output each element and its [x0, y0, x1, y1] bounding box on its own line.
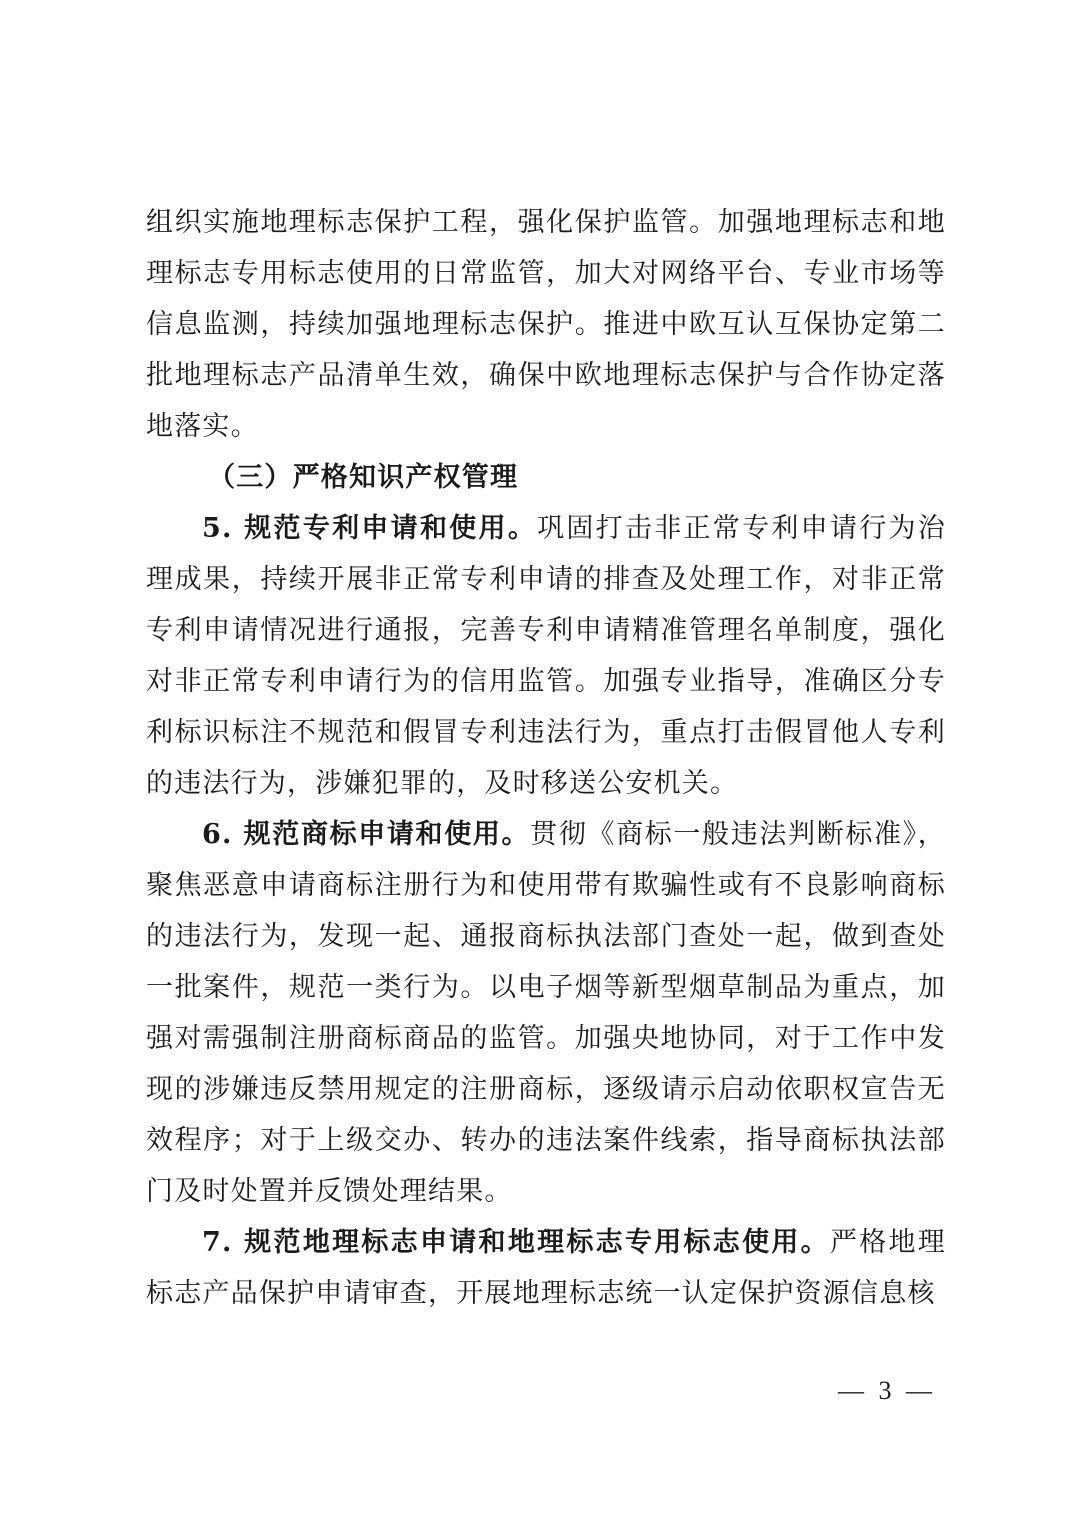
item-5-paragraph — [146, 503, 946, 809]
page-number: — 3 — — [838, 1376, 936, 1405]
item-7-body: 严格地理标志产品保护申请审查，开展地理标志统一认定保护资源信息核 — [146, 1227, 946, 1309]
document-page — [146, 197, 946, 1319]
item-7-title: 7. 规范地理标志申请和地理标志专用标志使用。 — [202, 1227, 830, 1258]
section-heading: （三）严格知识产权管理 — [208, 462, 519, 493]
item-6-paragraph — [146, 809, 946, 1217]
item-7-paragraph — [146, 1217, 946, 1319]
item-6-title: 6. 规范商标申请和使用。 — [202, 819, 531, 850]
item-6-body: 贯彻《商标一般违法判断标准》，聚焦恶意申请商标注册行为和使用带有欺骗性或有不良影响商标的违法行为，发现一起、通报商标执法部门查处一起，做到查处一批案件，规范一类行为。以电子烟等新型烟草制品为重点，加强对需强制注册商标商品的监管。加强央地协同，对于工作中发现的涉嫌违反禁用规定的注册商标，逐级请示启动依职权宣告无效程序；对于上级交办、转办的违法案件线索，指导商标执法部门及时处置并反馈处理结果。 — [146, 819, 947, 1207]
paragraph-geographic-indication-protection: 组织实施地理标志保护工程，强化保护监管。加强地理标志和地理标志专用标志使用的日常监管，加大对网络平台、专业市场等信息监测，持续加强地理标志保护。推进中欧互认互保协定第二批地理标志产品清单生效，确保中欧地理标志保护与合作协定落地落实。 — [146, 207, 946, 442]
item-5-title: 5. 规范专利申请和使用。 — [202, 513, 538, 544]
item-5-body: 巩固打击非正常专利申请行为治理成果，持续开展非正常专利申请的排查及处理工作，对非正常专利申请情况进行通报，完善专利申请精准管理名单制度，强化对非正常专利申请行为的信用监管。加强专业指导，准确区分专利标识标注不规范和假冒专利违法行为，重点打击假冒他人专利的违法行为，涉嫌犯罪的，及时移送公安机关。 — [146, 513, 946, 799]
